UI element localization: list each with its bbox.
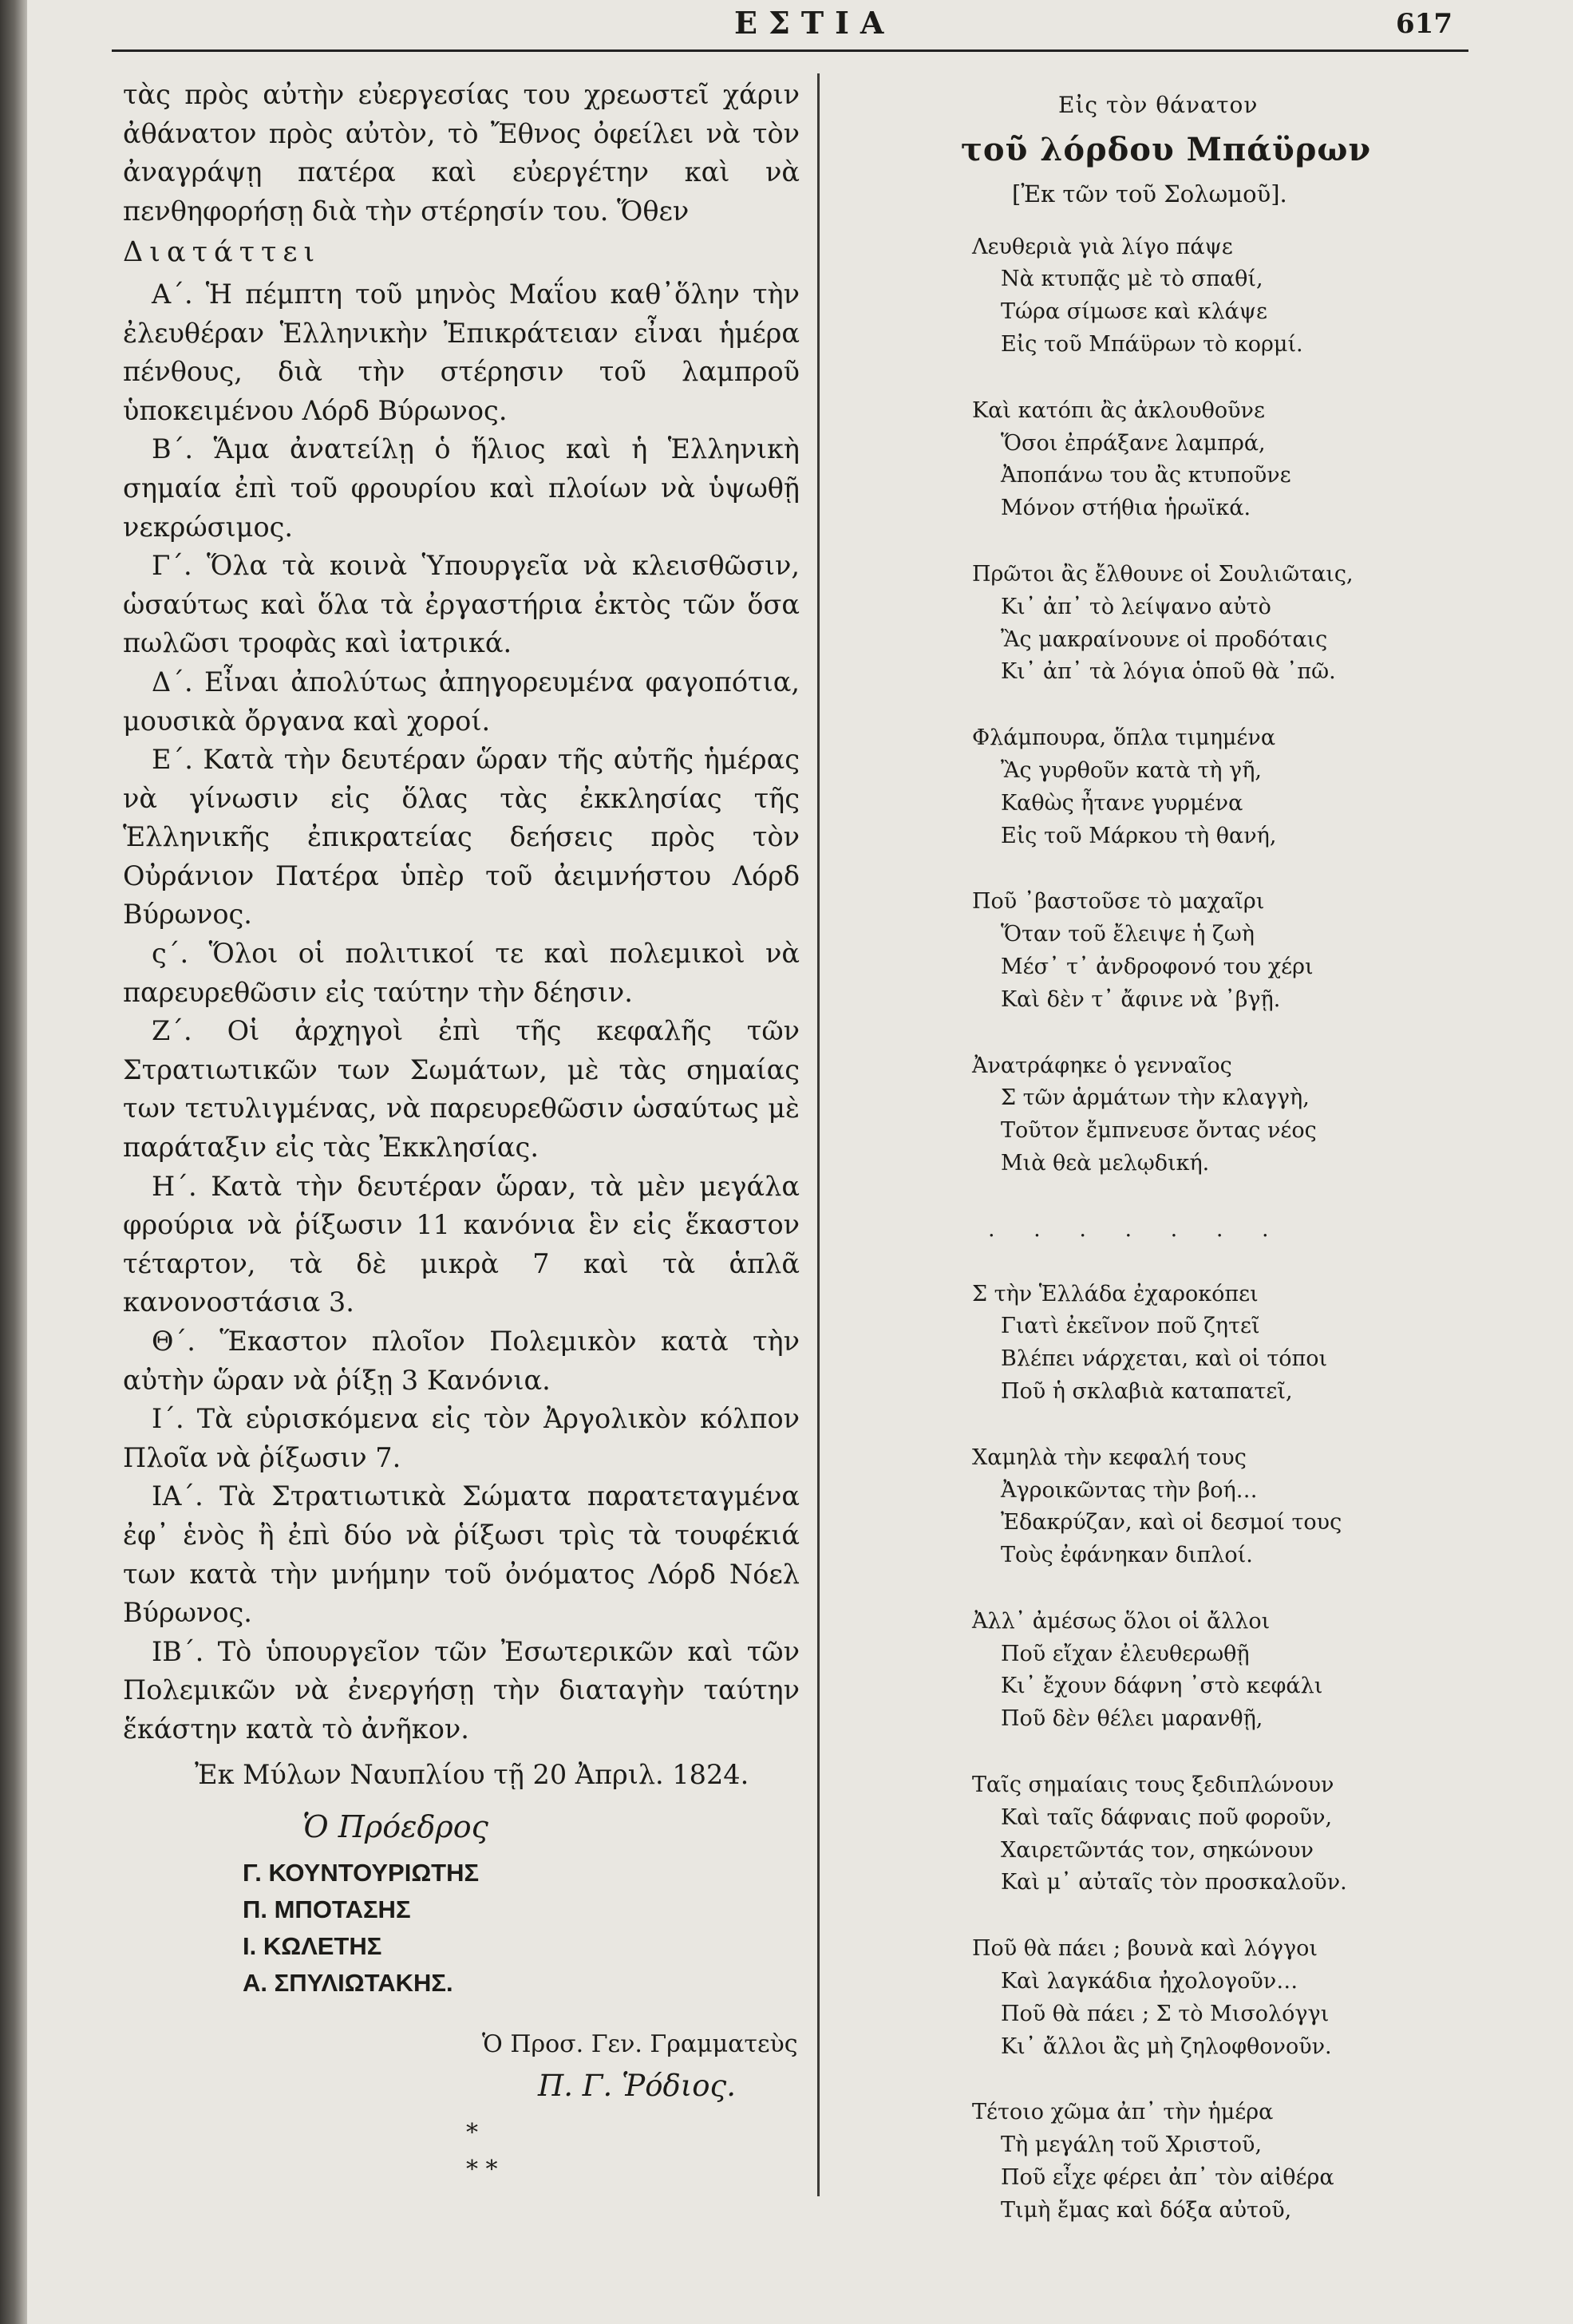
secretary-label: Ὁ Προσ. Γεν. Γραμματεὺς	[482, 2030, 798, 2059]
verse-line: Κι᾽ ἄλλοι ἂς μὴ ζηλοφθονοῦν.	[1001, 2034, 1332, 2059]
article-f: ς΄. Ὅλοι οἱ πολιτικοί τε καὶ πολεμικοὶ νὰ παρευρεθῶσιν εἰς ταύτην τὴν δέησιν.	[123, 938, 800, 1008]
verse-line: Σ τῶν ἁρμάτων τὴν κλαγγὴ,	[1001, 1085, 1310, 1111]
verse-line: Καὶ λαγκάδια ἠχολογοῦν…	[1001, 1969, 1298, 1994]
left-column	[123, 76, 800, 2184]
secretary-name: Π. Γ. Ῥόδιος.	[538, 2068, 737, 2103]
verse-line: Ποῦ ᾽βαστοῦσε τὸ μαχαῖρι	[972, 889, 1265, 915]
stanza	[972, 559, 1483, 689]
journal-title: ΕΣΤΙΑ	[734, 5, 895, 41]
verse-line: Σ τὴν Ἑλλάδα ἐχαροκόπει	[972, 1281, 1259, 1306]
asterism: * *	[466, 2155, 498, 2184]
page-header	[112, 0, 1468, 56]
decree-intro: τὰς πρὸς αὐτὴν εὐεργεσίας του χρεωστεῖ χάριν ἀθάνατον πρὸς αὐτὸν, τὸ Ἔθνος ὀφείλει νὰ τὸν ἀναγράψῃ πατέρα καὶ εὐεργέτην καὶ νὰ πενθηφορήσῃ διὰ τὴν στέρησίν του. Ὅθεν	[123, 79, 800, 227]
stanza	[972, 2097, 1483, 2227]
verse-line: Ποῦ δὲν θέλει μαρανθῇ,	[1001, 1706, 1263, 1732]
verse-line: Χαμηλὰ τὴν κεφαλή τους	[972, 1445, 1247, 1470]
stanza	[972, 395, 1483, 525]
stanza	[972, 1279, 1483, 1409]
article-l: ΙΒ΄. Τὸ ὑπουργεῖον τῶν Ἐσωτερικῶν καὶ τῶν Πολεμικῶν νὰ ἐνεργήσῃ τὴν διαταγὴν ταύτην ἕκάστην κατὰ τὸ ἀνῆκον.	[123, 1635, 800, 1745]
verse-line: Ἐδακρύζαν, καὶ οἱ δεσμοί τους	[1001, 1510, 1342, 1536]
stanza	[972, 722, 1483, 852]
verse-line: Ἂς γυρθοῦν κατὰ τὴ γῆ,	[1001, 757, 1262, 783]
signatory: Π. ΜΠΟΤΑΣΗΣ	[243, 1895, 411, 1924]
verse-line: Καθὼς ἦτανε γυρμένα	[1001, 790, 1243, 816]
verse-line: Ποῦ εἶχε φέρει ἀπ᾽ τὸν αἰθέρα	[1001, 2165, 1334, 2191]
verse-line: Τώρα σίμωσε καὶ κλάψε	[1001, 299, 1267, 325]
verse-line: Ἀποπάνω του ἂς κτυποῦνε	[1001, 463, 1291, 488]
asterism: *	[466, 2118, 478, 2147]
verse-line: Βλέπει νάρχεται, καὶ οἱ τόποι	[1001, 1346, 1328, 1372]
poem-stanzas-first	[972, 231, 1483, 1180]
verse-line: Πρῶτοι ἂς ἔλθουνε οἱ Σουλιῶταις,	[972, 561, 1354, 587]
article-a: Α΄. Ἡ πέμπτη τοῦ μηνὸς Μαΐου καθ᾽ὅλην τὴν ἐλευθέραν Ἑλληνικὴν Ἐπικράτειαν εἶναι ἡμέρα πένθους, διὰ τὴν στέρησιν τοῦ λαμπροῦ ὑποκειμένου Λόρδ Βύρωνος.	[123, 278, 800, 426]
verse-line: Γιατὶ ἐκεῖνον ποῦ ζητεῖ	[1001, 1314, 1260, 1339]
verse-line: Ποῦ θὰ πάει ; Σ τὸ Μισολόγγι	[1001, 2001, 1330, 2026]
poem-title-line1: Εἰς τὸν θάνατον	[1058, 92, 1259, 118]
verse-line: Μιὰ θεὰ μελῳδική.	[1001, 1150, 1210, 1176]
article-c: Γ΄. Ὅλα τὰ κοινὰ Ὑπουργεῖα νὰ κλεισθῶσιν, ὡσαύτως καὶ ὅλα τὰ ἐργαστήρια ἐκτὸς τῶν ὅσα πωλῶσι τροφὰς καὶ ἰατρικά.	[123, 550, 800, 659]
verse-line: Ἀγροικῶντας τὴν βοή…	[1001, 1477, 1258, 1503]
signatory: Γ. ΚΟΥΝΤΟΥΡΙΩΤΗΣ	[243, 1859, 480, 1887]
president-label: Ὁ Πρόεδρος	[302, 1809, 488, 1845]
page-binding-edge	[0, 0, 27, 2324]
article-i: Θ΄. Ἕκαστον πλοῖον Πολεμικὸν κατὰ τὴν αὐτὴν ὥραν νὰ ῥίξῃ 3 Κανόνια.	[123, 1326, 800, 1396]
verse-line: Κι᾽ ἀπ᾽ τὸ λείψανο αὐτὸ	[1001, 594, 1271, 619]
verse-line: Τοῦτον ἔμπνευσε ὄντας νέος	[1001, 1118, 1317, 1144]
article-g: Ζ΄. Οἱ ἀρχηγοὶ ἐπὶ τῆς κεφαλῆς τῶν Στρατιωτικῶν των Σωμάτων, μὲ τὰς σημαίας των τετυλιγμένας, νὰ παρευρεθῶσιν ὡσαύτως μὲ παράταξιν εἰς τὰς Ἐκκλησίας.	[123, 1015, 800, 1164]
signatory: Α. ΣΠΥΛΙΩΤΑΚΗΣ.	[243, 1969, 453, 1998]
verse-line: Ἀνατράφηκε ὁ γενναῖος	[972, 1053, 1232, 1078]
verse-line: Εἰς τοῦ Μάρκου τὴ θανή,	[1001, 823, 1277, 848]
verse-line: Ποῦ εἴχαν ἐλευθερωθῇ	[1001, 1641, 1250, 1666]
verse-line: Ταῖς σημαίαις τους ξεδιπλώνουν	[972, 1773, 1334, 1798]
verse-line: Φλάμπουρα, ὅπλα τιμημένα	[972, 725, 1276, 751]
verse-line: Ποῦ θὰ πάει ; βουνὰ καὶ λόγγοι	[972, 1936, 1318, 1962]
verse-line: Ὅσοι ἐπράξανε λαμπρά,	[1001, 430, 1266, 456]
stanza	[972, 1769, 1483, 1899]
verse-line: Μόνον στήθια ἡρωϊκά.	[1001, 496, 1251, 521]
page-number: 617	[1396, 8, 1452, 40]
article-d: Δ΄. Εἶναι ἀπολύτως ἀπηγορευμένα φαγοπότια, μουσικὰ ὄργανα καὶ χοροί.	[123, 666, 800, 737]
article-b: Β΄. Ἅμα ἀνατείλῃ ὁ ἥλιος καὶ ἡ Ἑλληνικὴ σημαία ἐπὶ τοῦ φρουρίου καὶ πλοίων νὰ ὑψωθῇ νεκρώσιμος.	[123, 433, 800, 543]
ellipsis-separator: . . . . . . .	[988, 1216, 1285, 1242]
verse-line: Ἀλλ᾽ ἀμέσως ὅλοι οἱ ἄλλοι	[972, 1608, 1271, 1634]
verse-line: Λευθεριὰ γιὰ λίγο πάψε	[972, 234, 1233, 259]
verse-line: Καὶ ταῖς δάφναις ποῦ φοροῦν,	[1001, 1804, 1333, 1830]
verse-line: Ἂς μακραίνουνε οἱ προδόταις	[1001, 626, 1328, 652]
verse-line: Ποῦ ἡ σκλαβιὰ καταπατεῖ,	[1001, 1378, 1293, 1404]
verse-line: Τὴ μεγάλη τοῦ Χριστοῦ,	[1001, 2132, 1263, 2158]
article-h: Η΄. Κατὰ τὴν δευτέραν ὥραν, τὰ μὲν μεγάλα φρούρια νὰ ῥίξωσιν 11 κανόνια ἓν εἰς ἕκαστον τέταρτον, τὰ δὲ μικρὰ 7 καὶ τὰ ἁπλᾶ κανονοστάσια 3.	[123, 1170, 800, 1318]
right-column	[961, 89, 1483, 2261]
verse-line: Χαιρετῶντάς τον, σηκώνουν	[1001, 1837, 1314, 1863]
poem-stanzas-second	[972, 1279, 1483, 2227]
verse-line: Καὶ κατόπι ἂς ἀκλουθοῦνε	[972, 397, 1265, 423]
signatory: Ι. ΚΩΛΕΤΗΣ	[243, 1932, 382, 1961]
article-e: Ε΄. Κατὰ τὴν δευτέραν ὥραν τῆς αὐτῆς ἡμέρας νὰ γίνωσιν εἰς ὅλας τὰς ἐκκλησίας τῆς Ἑλληνικῆς ἐπικρατείας δεήσεις πρὸς τὸν Οὐράνιον Πατέρα ὑπὲρ τοῦ ἀειμνήστου Λόρδ Βύρωνος.	[123, 744, 800, 931]
article-j: Ι΄. Τὰ εὑρισκόμενα εἰς τὸν Ἀργολικὸν κόλπον Πλοῖα νὰ ῥίξωσιν 7.	[123, 1403, 800, 1473]
verse-line: Κι᾽ ἀπ᾽ τὰ λόγια ὁποῦ θὰ ᾽πῶ.	[1001, 659, 1336, 685]
date-line: Ἐκ Μύλων Ναυπλίου τῇ 20 Ἀπριλ. 1824.	[195, 1758, 749, 1790]
verse-line: Τέτοιο χῶμα ἀπ᾽ τὴν ἡμέρα	[972, 2100, 1274, 2125]
verse-line: Καὶ μ᾽ αὐταῖς τὸν προσκαλοῦν.	[1001, 1870, 1347, 1895]
stanza	[972, 231, 1483, 362]
article-k: ΙΑ΄. Τὰ Στρατιωτικὰ Σώματα παρατεταγμένα ἐφ᾽ ἑνὸς ἢ ἐπὶ δύο νὰ ῥίξωσι τρὶς τὰ τουφέκιά των κατὰ τὴν μνήμην τοῦ ὀνόματος Λόρδ Νόελ Βύρωνος.	[123, 1480, 800, 1629]
stanza	[972, 1442, 1483, 1572]
verse-line: Μέσ᾽ τ᾽ ἀνδροφονό του χέρι	[1001, 954, 1314, 979]
poem-source: [Ἐκ τῶν τοῦ Σολωμοῦ].	[1012, 180, 1287, 208]
stanza	[972, 886, 1483, 1016]
verse-line: Νὰ κτυπᾷς μὲ τὸ σπαθί,	[1001, 267, 1263, 292]
verse-line: Τοὺς ἐφάνηκαν διπλοί.	[1001, 1543, 1253, 1568]
header-rule	[112, 49, 1468, 52]
verse-line: Τιμὴ ἔμας καὶ δόξα αὐτοῦ,	[1001, 2197, 1292, 2223]
verse-line: Καὶ δὲν τ᾽ ἄφινε νὰ ᾽βγῇ.	[1001, 986, 1281, 1012]
column-divider	[817, 73, 820, 2196]
verse-line: Κι᾽ ἔχουν δάφνη ᾽στὸ κεφάλι	[1001, 1674, 1323, 1699]
stanza	[972, 1606, 1483, 1736]
stanza	[972, 1933, 1483, 2063]
verse-line: Ὅταν τοῦ ἔλειψε ἡ ζωὴ	[1001, 922, 1255, 947]
verse-line: Εἰς τοῦ Μπάϋρων τὸ κορμί.	[1001, 331, 1303, 357]
decree-heading: Διατάττει	[123, 236, 322, 269]
stanza	[972, 1050, 1483, 1180]
poem-title-line2: τοῦ λόρδου Μπάϋρων	[961, 130, 1372, 168]
